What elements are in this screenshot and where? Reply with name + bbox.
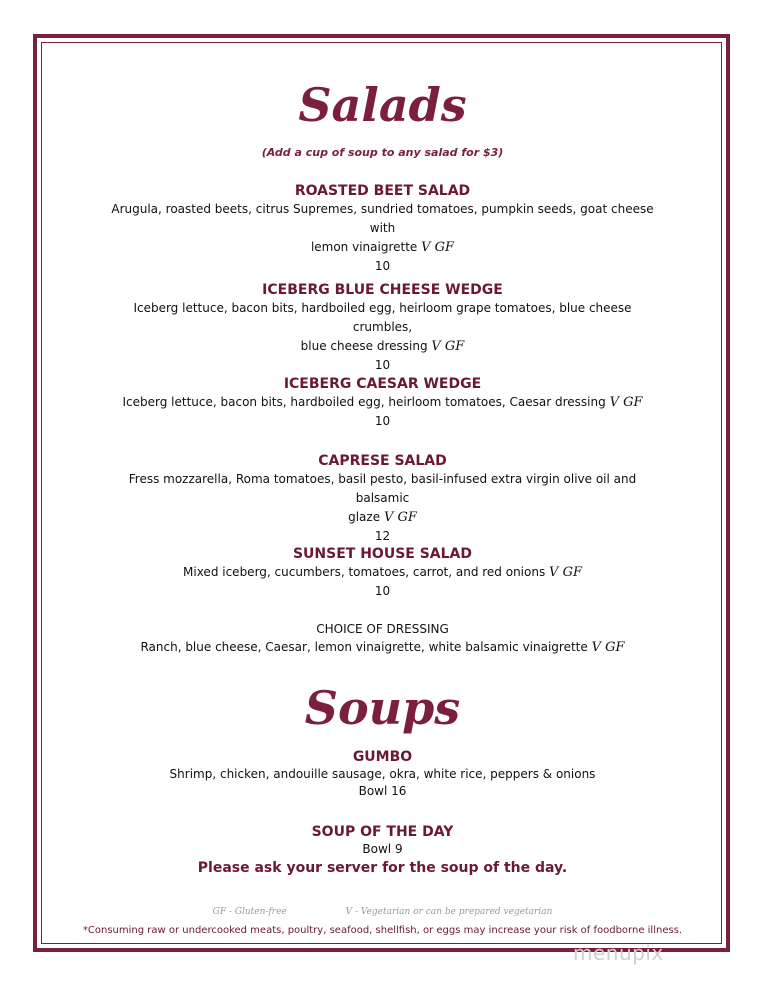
- item-desc-line1: Iceberg lettuce, bacon bits, hardboiled egg, heirloom tomatoes, Caesar dressing: [122, 395, 606, 409]
- item-price: 10: [374, 584, 391, 598]
- item-desc-line1: Arugula, roasted beets, citrus Supremes, sundried tomatoes, pumpkin seeds, goat cheese with: [111, 202, 654, 235]
- item-desc-line1: Mixed iceberg, cucumbers, tomatoes, carrot, and red onions: [183, 565, 546, 579]
- item-price: 12: [374, 529, 391, 543]
- soups-title: Soups: [304, 681, 461, 735]
- menu-item-roasted-beet-salad: [105, 182, 660, 276]
- item-price: 10: [374, 259, 391, 273]
- item-desc-line1: Iceberg lettuce, bacon bits, hardboiled egg, heirloom grape tomatoes, blue cheese crumbles,: [133, 301, 632, 334]
- item-name: CAPRESE SALAD: [318, 453, 447, 469]
- diet-tags: V GF: [431, 339, 465, 354]
- diet-tags: V GF: [549, 565, 582, 580]
- menu-item-iceberg-blue-cheese-wedge: [105, 281, 660, 375]
- watermark: menupix: [573, 941, 664, 965]
- dressing-heading: CHOICE OF DRESSING: [316, 622, 449, 636]
- dressing-list-text: Ranch, blue cheese, Caesar, lemon vinaigrette, white balsamic vinaigrette: [140, 640, 588, 654]
- soup-of-day-note: Please ask your server for the soup of the day.: [197, 860, 568, 876]
- item-price: 10: [374, 414, 391, 428]
- diet-legend: [45, 907, 720, 917]
- item-desc-line2: glaze: [348, 510, 381, 524]
- legend-v: V - Vegetarian or can be prepared vegetarian: [345, 907, 553, 917]
- item-price: 10: [374, 358, 391, 372]
- dressing-choices: [105, 620, 660, 657]
- diet-tags: V GF: [591, 640, 625, 655]
- diet-tags: V GF: [383, 510, 417, 525]
- item-name: GUMBO: [352, 749, 413, 765]
- item-description: Shrimp, chicken, andouille sausage, okra, white rice, peppers & onions: [169, 767, 596, 781]
- legend-gf: GF - Gluten-free: [212, 907, 287, 917]
- item-name: ROASTED BEET SALAD: [294, 183, 471, 199]
- menu-item-sunset-house-salad: [105, 545, 660, 601]
- diet-tags: V GF: [609, 395, 643, 410]
- item-name: ICEBERG BLUE CHEESE WEDGE: [262, 282, 503, 298]
- diet-tags: V GF: [421, 240, 455, 255]
- menu-item-iceberg-caesar-wedge: [105, 375, 660, 431]
- item-name: SOUP OF THE DAY: [311, 824, 454, 840]
- menu-item-caprese-salad: [105, 452, 660, 546]
- item-desc-line1: Fress mozzarella, Roma tomatoes, basil pesto, basil-infused extra virgin olive oil and balsamic: [128, 472, 637, 505]
- food-safety-warning: *Consuming raw or undercooked meats, poultry, seafood, shellfish, or eggs may increase your risk of foodborne illness.: [82, 925, 683, 936]
- item-desc-line2: blue cheese dressing: [300, 339, 428, 353]
- item-price: Bowl 16: [358, 784, 407, 798]
- item-description: [105, 470, 660, 527]
- salads-note: (Add a cup of soup to any salad for $3): [261, 146, 504, 159]
- item-name: ICEBERG CAESAR WEDGE: [283, 376, 482, 392]
- salads-title: Salads: [298, 78, 467, 132]
- item-price: Bowl 9: [362, 842, 403, 856]
- item-description: [105, 393, 660, 412]
- item-name: SUNSET HOUSE SALAD: [292, 546, 473, 562]
- item-description: [105, 299, 660, 356]
- item-description: [105, 563, 660, 582]
- item-desc-line2: lemon vinaigrette: [310, 240, 418, 254]
- item-description: [105, 200, 660, 257]
- menu-item-gumbo: [105, 748, 660, 800]
- dressing-list: [105, 638, 660, 657]
- menu-item-soup-of-the-day: [105, 823, 660, 878]
